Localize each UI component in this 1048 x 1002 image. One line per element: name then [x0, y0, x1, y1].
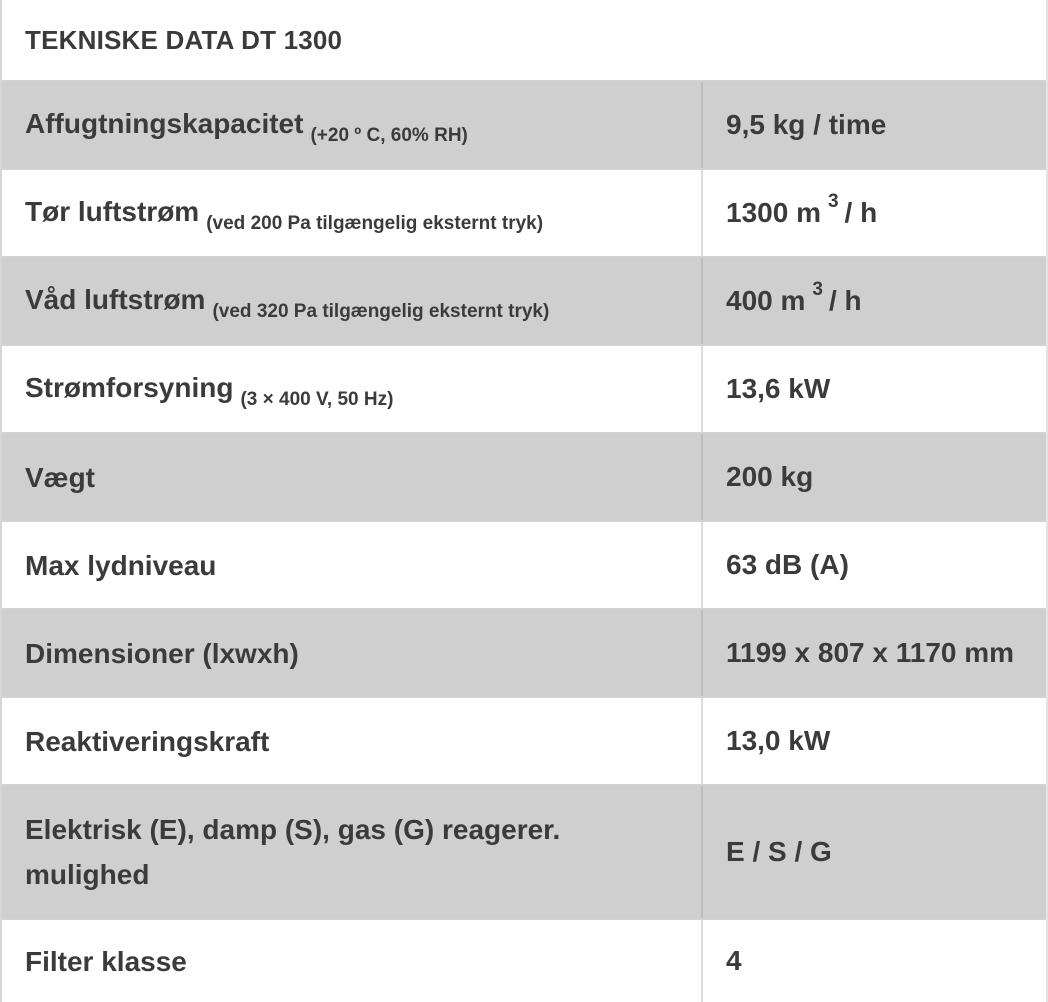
row-label-cell: [2, 346, 703, 432]
table-row-weight: [2, 434, 1046, 522]
table-title: TEKNISKE DATA DT 1300: [25, 24, 343, 55]
table-row-reactivation-power: [2, 698, 1046, 786]
row-value: 63 dB (A): [726, 549, 849, 580]
row-label-cell: [2, 82, 703, 168]
row-label: Reaktiveringskraft: [25, 725, 270, 757]
row-value: 200 kg: [726, 461, 814, 492]
row-label: Strømforsyning: [25, 371, 234, 403]
row-label: Elektrisk (E), damp (S), gas (G) reagerer. mulighed: [25, 814, 561, 890]
row-label-cell: [2, 610, 703, 696]
table-row-power-supply: [2, 346, 1046, 434]
row-value: E / S / G: [726, 836, 832, 867]
row-label: Våd luftstrøm: [25, 283, 206, 315]
row-label: Vægt: [25, 461, 95, 493]
row-value: 1199 x 807 x 1170 mm: [726, 637, 1015, 668]
row-label-cell: [2, 698, 703, 784]
row-value: 13,6 kW: [726, 373, 831, 404]
row-label: Affugtningskapacitet: [25, 107, 304, 139]
row-value-cell: [703, 920, 1046, 1002]
row-value-unit: / h: [844, 197, 878, 228]
row-note: (3 × 400 V, 50 Hz): [240, 388, 394, 410]
table-row-filter-class: [2, 920, 1046, 1002]
row-label-cell: [2, 258, 703, 344]
row-note: (ved 200 Pa tilgængelig eksternt tryk): [206, 212, 544, 234]
row-value: 400 m: [726, 285, 806, 316]
row-label: Tør luftstrøm: [25, 195, 200, 227]
row-value-cell: [703, 170, 1046, 256]
row-value-cell: [703, 258, 1046, 344]
table-row-dry-airflow: [2, 170, 1046, 258]
row-value: 9,5 kg / time: [726, 109, 887, 140]
row-label: Filter klasse: [25, 945, 187, 977]
row-value: 13,0 kW: [726, 725, 831, 756]
table-row-noise-level: [2, 522, 1046, 610]
row-value-cell: [703, 698, 1046, 784]
row-value-superscript: 3: [827, 191, 839, 212]
table-row-dimensions: [2, 610, 1046, 698]
row-label-cell: [2, 920, 703, 1002]
row-label-cell: [2, 170, 703, 256]
row-value-superscript: 3: [812, 279, 823, 300]
row-label: Dimensioner (lxwxh): [25, 637, 299, 669]
row-label-cell: [2, 522, 703, 608]
row-value: 4: [726, 945, 742, 976]
row-value-cell: [703, 610, 1046, 696]
row-value-unit: / h: [828, 285, 862, 316]
row-note: (+20 º C, 60% RH): [310, 124, 468, 146]
row-value: 1300 m: [726, 197, 821, 228]
row-value-cell: [703, 434, 1046, 520]
row-value-cell: [703, 82, 1046, 168]
table-header: [2, 0, 1046, 82]
table-row-capacity: [2, 82, 1046, 170]
row-note: (ved 320 Pa tilgængelig eksternt tryk): [212, 300, 550, 322]
row-value-cell: [703, 522, 1046, 608]
row-value-cell: [703, 346, 1046, 432]
table-row-reactivation-options: [2, 786, 1046, 920]
row-value-cell: [703, 786, 1046, 918]
row-label-cell: [2, 434, 703, 520]
row-label: Max lydniveau: [25, 549, 217, 581]
row-label-cell: [2, 786, 703, 918]
table-row-wet-airflow: [2, 258, 1046, 346]
